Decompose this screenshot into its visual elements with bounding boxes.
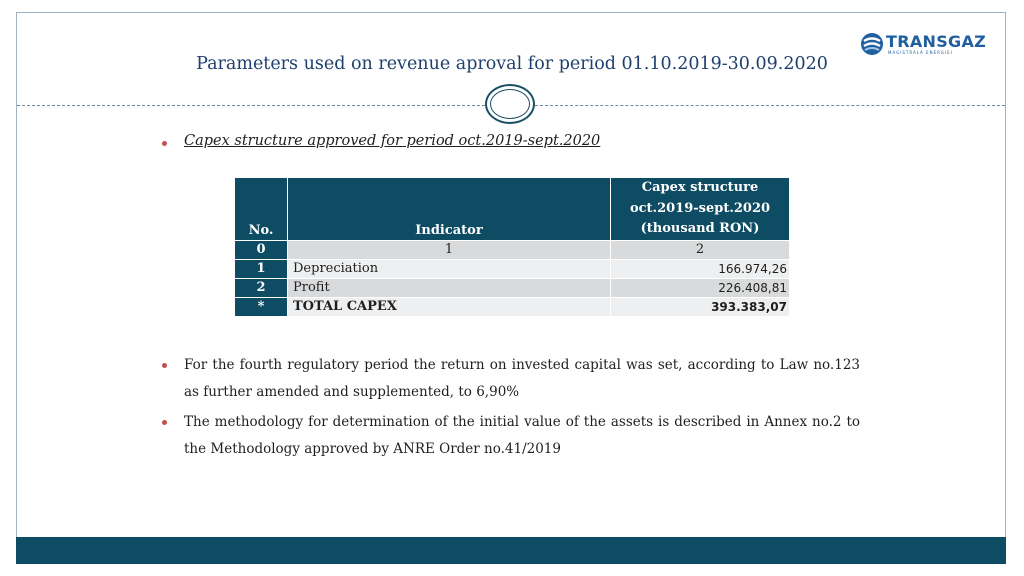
table-header-row bbox=[235, 178, 790, 241]
index-no: 0 bbox=[235, 240, 288, 259]
table-row bbox=[235, 278, 790, 297]
table-row bbox=[235, 259, 790, 278]
index-indicator: 1 bbox=[288, 240, 611, 259]
divider-left bbox=[17, 105, 485, 106]
logo-tagline: MAGISTRALA ENERGIEI bbox=[888, 50, 953, 55]
row-no: 2 bbox=[235, 278, 288, 297]
table-row-total bbox=[235, 297, 790, 316]
capex-table bbox=[234, 177, 790, 317]
index-value: 2 bbox=[611, 240, 790, 259]
row-no: 1 bbox=[235, 259, 288, 278]
header-capex bbox=[611, 178, 790, 241]
section-subheading: Capex structure approved for period oct.2019-sept.2020 bbox=[184, 133, 601, 149]
footer-bar bbox=[16, 537, 1006, 564]
bullet-paragraph: The methodology for determination of the initial value of the assets is described in Annex no.2 to the Methodology approved by ANRE Order no.41/2019 bbox=[184, 414, 860, 457]
divider-right bbox=[535, 105, 1005, 106]
bullet-icon bbox=[162, 141, 167, 146]
row-value: 226.408,81 bbox=[611, 278, 790, 297]
row-no: * bbox=[235, 297, 288, 316]
row-indicator: TOTAL CAPEX bbox=[288, 297, 611, 316]
row-indicator: Profit bbox=[288, 278, 611, 297]
table-index-row bbox=[235, 240, 790, 259]
transgaz-logo bbox=[860, 30, 987, 60]
bullet-icon bbox=[162, 420, 167, 425]
header-capex-line1: Capex structure bbox=[641, 180, 759, 195]
header-no: No. bbox=[235, 178, 288, 241]
bullet-paragraph: For the fourth regulatory period the return on invested capital was set, according to Law no.123 as further amended and supplemented, to 6,90% bbox=[184, 357, 860, 400]
header-indicator: Indicator bbox=[288, 178, 611, 241]
page-title: Parameters used on revenue aproval for period 01.10.2019-30.09.2020 bbox=[196, 54, 828, 74]
row-value: 393.383,07 bbox=[611, 297, 790, 316]
logo-name: TRANSGAZ bbox=[886, 32, 987, 51]
row-value: 166.974,26 bbox=[611, 259, 790, 278]
row-indicator: Depreciation bbox=[288, 259, 611, 278]
bullet-icon bbox=[162, 363, 167, 368]
divider-circle-icon bbox=[485, 84, 535, 124]
header-capex-line2: oct.2019-sept.2020 bbox=[629, 200, 771, 216]
header-capex-line3: (thousand RON) bbox=[640, 221, 760, 236]
logo-icon bbox=[860, 32, 884, 56]
